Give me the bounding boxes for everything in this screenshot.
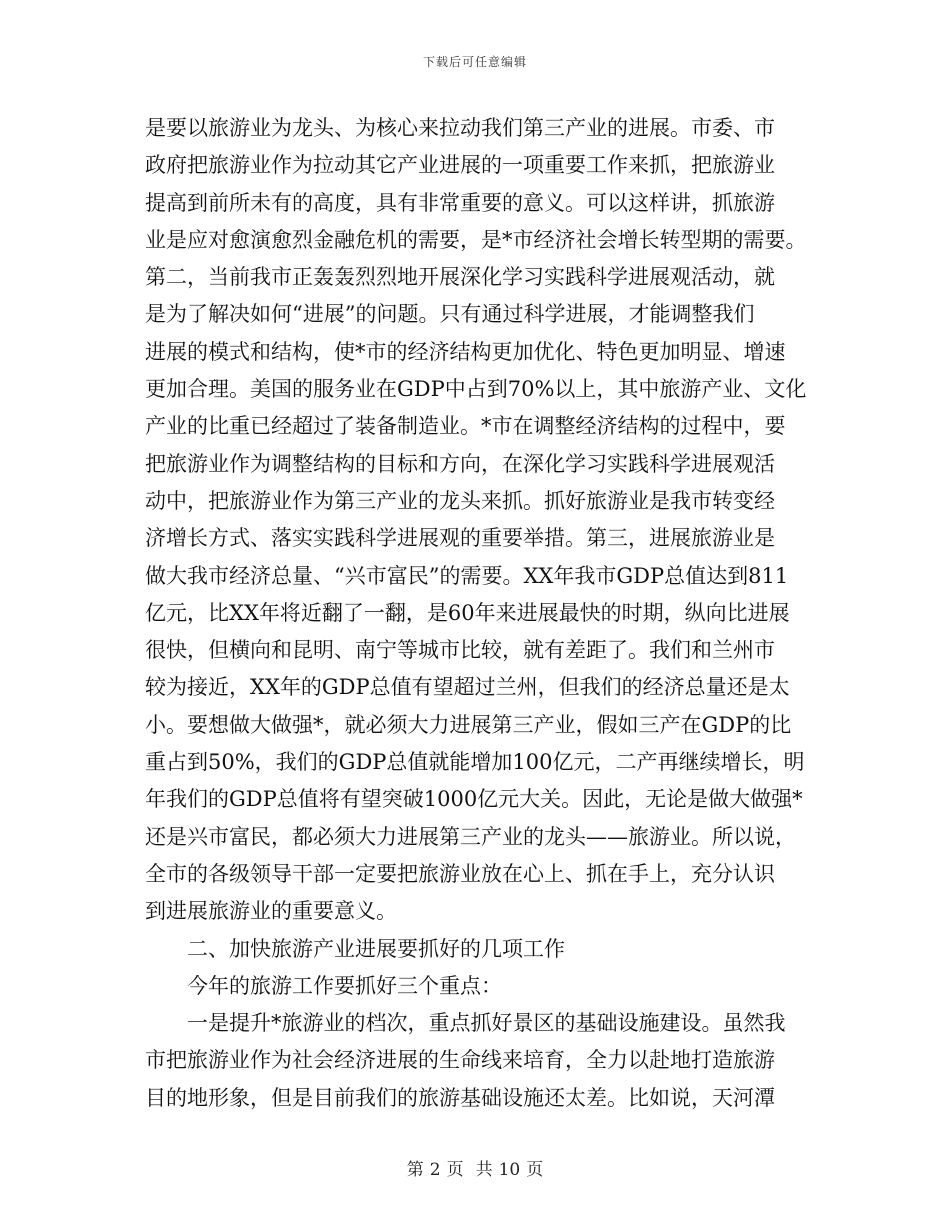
text-line: 全市的各级领导干部一定要把旅游业放在心上、抓在手上，充分认识 — [145, 861, 775, 886]
text-line: 济增长方式、落实实践科学进展观的重要举措。第三，进展旅游业是 — [145, 526, 775, 551]
text-line: 动中，把旅游业作为第三产业的龙头来抓。抓好旅游业是我市转变经 — [145, 488, 775, 513]
text-line: 小。要想做大做强*，就必须大力进展第三产业，假如三产在GDP的比 — [145, 712, 792, 737]
text-line: 进展的模式和结构，使*市的经济结构更加优化、特色更加明显、增速 — [145, 339, 786, 364]
page-label-word: 页 — [446, 1160, 464, 1180]
page-header-note: 下载后可任意编辑 — [422, 55, 527, 69]
text-line: 很快，但横向和昆明、南宁等城市比较，就有差距了。我们和兰州市 — [145, 638, 775, 663]
text-line: 政府把旅游业作为拉动其它产业进展的一项重要工作来抓，把旅游业 — [145, 153, 775, 178]
text-line: 产业的比重已经超过了装备制造业。*市在调整经济结构的过程中，要 — [145, 414, 786, 439]
text-line: 更加合理。美国的服务业在GDP中占到70%以上，其中旅游产业、文化 — [145, 377, 807, 402]
text-line: 亿元，比XX年将近翻了一翻，是60年来进展最快的时期，纵向比进展 — [145, 600, 790, 625]
total-page-count: 10 — [498, 1160, 521, 1180]
text-line: 较为接近，XX年的GDP总值有望超过兰州，但我们的经济总量还是太 — [145, 675, 790, 700]
text-line: 目的地形象，但是目前我们的旅游基础设施还太差。比如说，天河潭 — [145, 1085, 775, 1110]
text-line: 到进展旅游业的重要意义。 — [145, 899, 397, 924]
page-footer — [0, 1155, 950, 1180]
text-line: 第二，当前我市正轰轰烈烈地开展深化学习实践科学进展观活动，就 — [145, 265, 775, 290]
text-line: 业是应对愈演愈烈金融危机的需要，是*市经济社会增长转型期的需要。 — [145, 227, 807, 252]
text-line: 是为了解决如何“进展”的问题。只有通过科学进展，才能调整我们 — [145, 302, 755, 327]
section-heading: 二、加快旅游产业进展要抓好的几项工作 — [187, 936, 565, 961]
document-body — [145, 110, 807, 1117]
text-line: 重占到50%，我们的GDP总值就能增加100亿元，二产再继续增长，明 — [145, 750, 805, 775]
page-label-suffix: 页 — [526, 1160, 544, 1180]
text-line: 年我们的GDP总值将有望突破1000亿元大关。因此，无论是做大做强* — [145, 787, 803, 812]
text-line: 做大我市经济总量、“兴市富民”的需要。XX年我市GDP总值达到811 — [145, 563, 789, 588]
total-label-word: 共 — [475, 1160, 493, 1180]
page-label-prefix: 第 — [406, 1160, 424, 1180]
text-line: 还是兴市富民，都必须大力进展第三产业的龙头——旅游业。所以说， — [145, 824, 796, 849]
current-page-number: 2 — [429, 1160, 441, 1180]
text-line: 把旅游业作为调整结构的目标和方向，在深化学习实践科学进展观活 — [145, 451, 775, 476]
text-line: 是要以旅游业为龙头、为核心来拉动我们第三产业的进展。市委、市 — [145, 116, 775, 140]
text-line: 市把旅游业作为社会经济进展的生命线来培育，全力以赴地打造旅游 — [145, 1048, 775, 1073]
section-intro: 今年的旅游工作要抓好三个重点： — [187, 973, 502, 998]
text-line: 一是提升*旅游业的档次，重点抓好景区的基础设施建设。虽然我 — [187, 1011, 786, 1036]
text-line: 提高到前所未有的高度，具有非常重要的意义。可以这样讲，抓旅游 — [145, 190, 775, 215]
